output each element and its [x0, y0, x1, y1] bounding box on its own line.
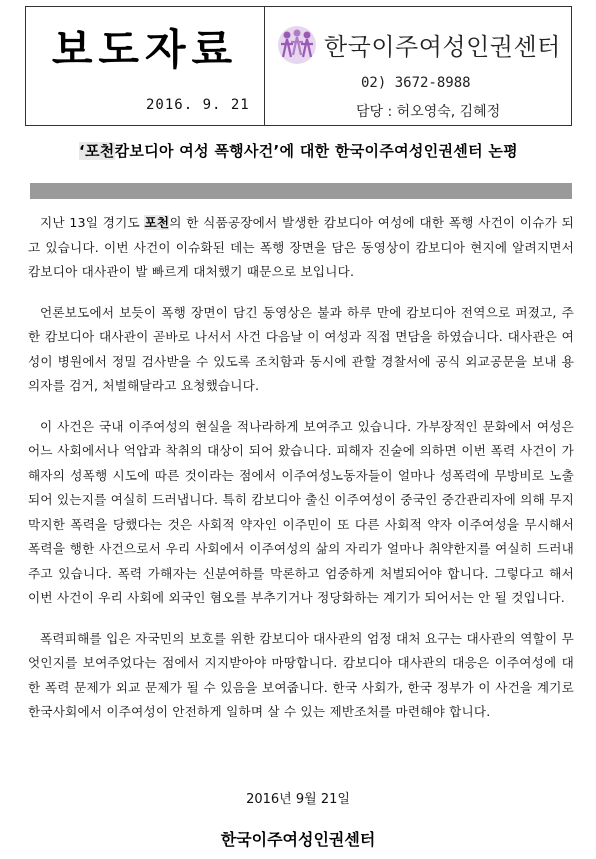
press-release-title: 보도자료: [51, 25, 239, 74]
contact-persons: 담당 : 허오영숙, 김혜정: [356, 104, 501, 120]
contact-phone: 02) 3672-8988: [361, 75, 471, 91]
paragraph-3: 이 사건은 국내 이주여성의 현실을 적나라하게 보여주고 있습니다. 가부장적인 문화에서 여성은 어느 사회에서나 억압과 착취의 대상이 되어 왔습니다. 피해자 진술에 의하면 이번 폭력 사건이 가해자의 성폭행 시도에 따른 것이라는 점에서 이주여성노동자들이 얼마나 성폭력에 무방비로 노출되어 있는지를 여실히 드러냅니다. 특히 캄보디아 출신 이주여성이 중국인 중간관리자에 의해 무지막지한 폭력을 당했다는 것은 사회적 약자인 이주민이 또 다른 사회적 약자 이주여성을 무시해서 폭력을 행한 사건으로서 우리 사회에서 이주여성의 삶의 자리가 얼마나 취약한지를 여실히 드러내 주고 있습니다. 폭력 가해자는 신분여하를 막론하고 엄중하게 처벌되어야 합니다. 그렇다고 해서 이번 사건이 우리 사회에 외국인 혐오를 부추기거나 정당화하는 계기가 되어서는 안 될 것입니다.: [28, 418, 574, 605]
paragraph-4: 폭력피해를 입은 자국민의 보호를 위한 캄보디아 대사관의 엄정 대처 요구는 대사관의 역할이 무엇인지를 보여주었다는 점에서 지지받아야 마땅합니다. 캄보디아 대사관의 대응은 이주여성에 대한 폭력 문제가 외교 문제가 될 수 있음을 보여줍니다. 한국 사회가, 한국 정부가 이 사건을 계기로 한국사회에서 이주여성이 안전하게 일하며 살 수 있는 제반조처를 마련해야 합니다.: [28, 630, 574, 719]
headline-highlight: ‘포천: [79, 142, 115, 160]
header-divider: [264, 7, 265, 125]
headline: [25, 140, 572, 161]
body-text: [28, 211, 574, 741]
signature-org: 한국이주여성인권센터: [220, 830, 376, 849]
paragraph-1-highlight: 포천: [144, 215, 170, 230]
release-date: 2016. 9. 21: [146, 97, 250, 113]
signature-date: 2016년 9월 21일: [246, 792, 350, 807]
paragraph-2: 언론보도에서 보듯이 폭행 장면이 담긴 동영상은 불과 하루 만에 캄보디아 전역으로 퍼졌고, 주한 캄보디아 대사관이 곧바로 나서서 사건 다음날 이 여성과 직접 면담을 하였습니다. 대사관은 여성이 병원에서 정밀 검사받을 수 있도록 조치함과 동시에 관할 경찰서에 공식 외교공문을 보내 용의자를 검거, 처벌해달라고 요청했습니다.: [28, 304, 574, 393]
org-name-header: 한국이주여성인권센터: [324, 33, 561, 61]
paragraph-1-rest: 의 한 식품공장에서 발생한 캄보디아 여성에 대한 폭행 사건이 이슈가 되고 있습니다. 이번 사건이 이슈화된 데는 폭행 장면을 담은 동영상이 캄보디아 현지에 알려지면서 캄보디아 대사관이 발 빠르게 대처했기 때문으로 보입니다.: [28, 215, 574, 279]
paragraph-1: [28, 211, 574, 285]
header-box: [25, 6, 572, 126]
org-logo-icon: [276, 25, 318, 65]
headline-text: 캄보디아 여성 폭행사건’에 대한 한국이주여성인권센터 논평: [114, 142, 518, 160]
paragraph-1-start: 지난 13일 경기도: [40, 215, 145, 230]
grey-divider-bar: [30, 183, 572, 199]
